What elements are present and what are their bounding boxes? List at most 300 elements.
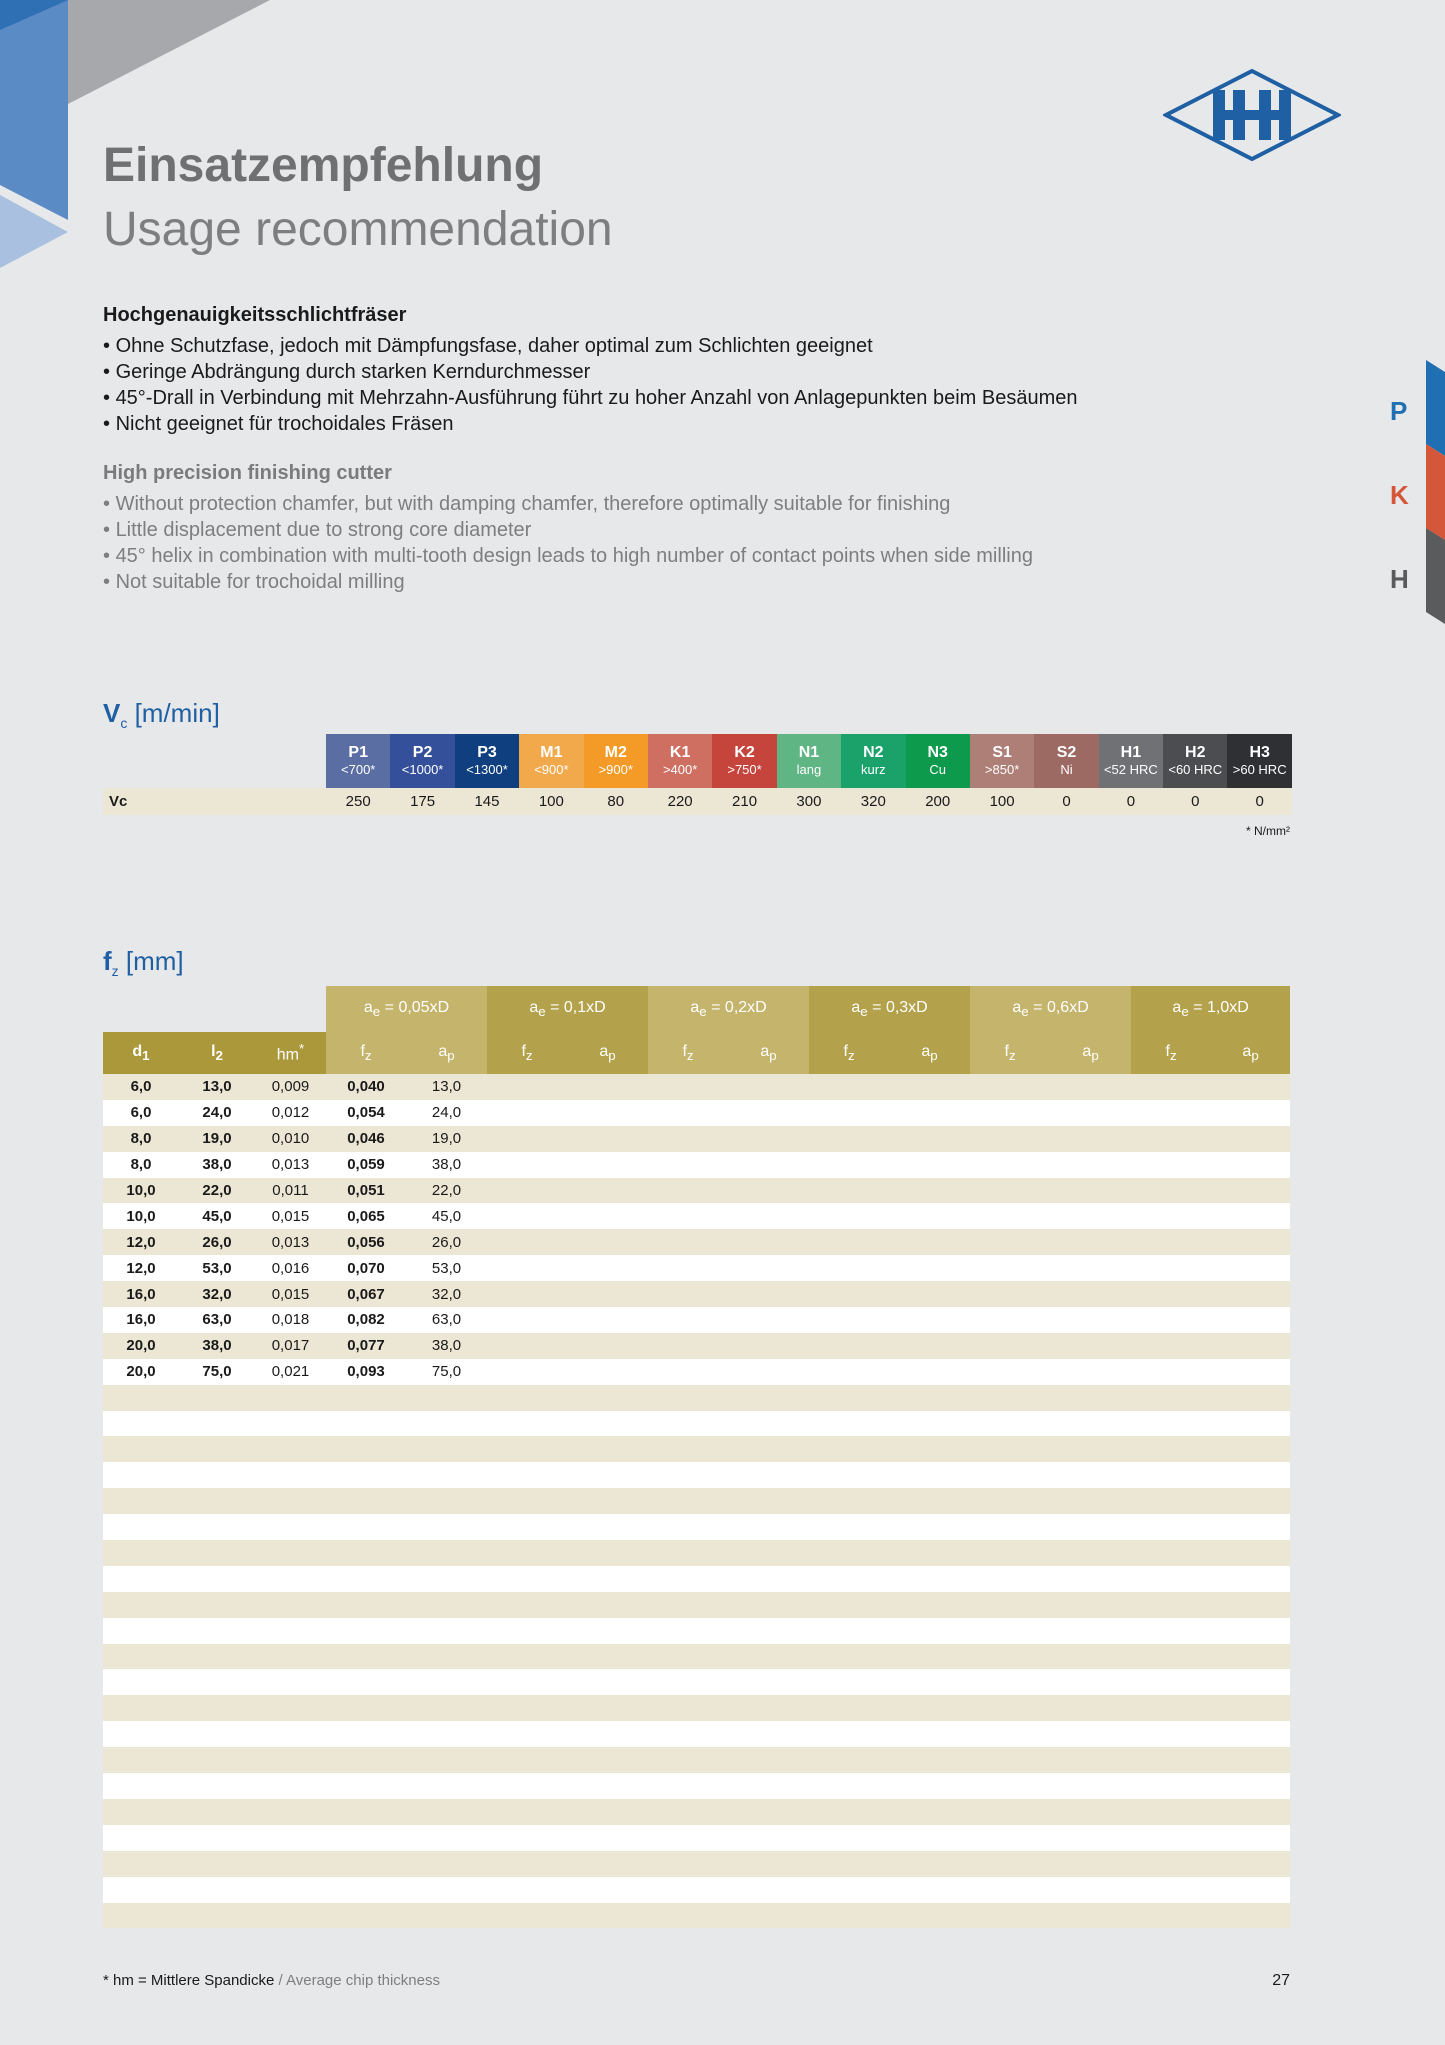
- material-code: M1: [540, 744, 563, 761]
- empty-cell: [326, 1385, 406, 1411]
- empty-cell: [728, 1255, 809, 1281]
- empty-cell: [648, 1411, 728, 1437]
- cell-fz: 0,059: [326, 1152, 406, 1178]
- empty-cell: [1211, 1333, 1290, 1359]
- empty-cell: [728, 1851, 809, 1877]
- bullet-item: • Without protection chamfer, but with damping chamfer, therefore optimally suitable for finishing: [103, 491, 1283, 517]
- col-header-ap: $a_p$: [567, 1032, 648, 1074]
- empty-cell: [567, 1695, 648, 1721]
- empty-cell: [970, 1333, 1050, 1359]
- empty-cell: [567, 1255, 648, 1281]
- empty-cell: [728, 1877, 809, 1903]
- empty-cell: [1050, 1203, 1131, 1229]
- empty-cell: [326, 1462, 406, 1488]
- empty-cell: [487, 1152, 567, 1178]
- cell-fz: 0,070: [326, 1255, 406, 1281]
- empty-cell: [487, 1514, 567, 1540]
- cell-hm: 0,016: [255, 1255, 326, 1281]
- tab-label: K: [1390, 480, 1409, 510]
- empty-cell: [1050, 1799, 1131, 1825]
- empty-cell: [970, 1307, 1050, 1333]
- cell-d1: 10,0: [103, 1203, 179, 1229]
- material-code: S2: [1056, 744, 1077, 761]
- empty-cell: [889, 1488, 970, 1514]
- table-row: [103, 1851, 1290, 1877]
- empty-cell: [889, 1100, 970, 1126]
- cell-d1: 16,0: [103, 1281, 179, 1307]
- empty-cell: [970, 1669, 1050, 1695]
- empty-cell: [1050, 1618, 1131, 1644]
- material-code: H1: [1120, 744, 1142, 761]
- empty-cell: [326, 1592, 406, 1618]
- empty-cell: [103, 1462, 179, 1488]
- empty-cell: [1131, 1385, 1211, 1411]
- cell-hm: 0,013: [255, 1152, 326, 1178]
- vc-note: * N/mm²: [1246, 824, 1290, 838]
- empty-cell: [1211, 1695, 1290, 1721]
- empty-cell: [1211, 1488, 1290, 1514]
- empty-cell: [728, 1333, 809, 1359]
- empty-cell: [809, 1877, 889, 1903]
- material-code: N2: [863, 744, 884, 761]
- empty-cell: [809, 1514, 889, 1540]
- col-header-fz: $f_z$: [648, 1032, 728, 1074]
- empty-cell: [1131, 1695, 1211, 1721]
- empty-cell: [648, 1721, 728, 1747]
- empty-cell: [728, 1903, 809, 1929]
- empty-cell: [889, 1592, 970, 1618]
- empty-cell: [728, 1618, 809, 1644]
- empty-cell: [889, 1773, 970, 1799]
- material-m1: [519, 734, 583, 788]
- empty-cell: [1131, 1825, 1211, 1851]
- empty-cell: [809, 1462, 889, 1488]
- material-spec: kurz: [861, 762, 886, 777]
- empty-cell: [567, 1436, 648, 1462]
- table-row: [103, 1126, 1290, 1152]
- material-p3: [455, 734, 519, 788]
- cell-hm: 0,018: [255, 1307, 326, 1333]
- col-header-l2: $l_2$: [179, 1032, 255, 1074]
- vc-material-header-row: [103, 734, 1292, 788]
- empty-cell: [1211, 1126, 1290, 1152]
- empty-cell: [728, 1747, 809, 1773]
- table-row: [103, 1825, 1290, 1851]
- empty-cell: [406, 1773, 487, 1799]
- empty-cell: [487, 1436, 567, 1462]
- table-row: [103, 1903, 1290, 1929]
- footnote: [103, 1972, 440, 1989]
- empty-cell: [728, 1825, 809, 1851]
- description-en: [103, 462, 1283, 595]
- empty-cell: [1050, 1747, 1131, 1773]
- empty-cell: [889, 1436, 970, 1462]
- empty-cell: [255, 1436, 326, 1462]
- empty-cell: [648, 1592, 728, 1618]
- empty-cell: [255, 1644, 326, 1670]
- material-code: H3: [1249, 744, 1270, 761]
- table-row: [103, 1540, 1290, 1566]
- material-p2: [390, 734, 454, 788]
- empty-cell: [406, 1592, 487, 1618]
- empty-cell: [103, 1411, 179, 1437]
- empty-cell: [809, 1281, 889, 1307]
- cell-ap: 26,0: [406, 1229, 487, 1255]
- cell-l2: 32,0: [179, 1281, 255, 1307]
- empty-cell: [728, 1462, 809, 1488]
- empty-cell: [809, 1229, 889, 1255]
- empty-cell: [1050, 1644, 1131, 1670]
- empty-cell: [809, 1851, 889, 1877]
- empty-cell: [567, 1514, 648, 1540]
- empty-cell: [487, 1307, 567, 1333]
- empty-cell: [1131, 1229, 1211, 1255]
- empty-cell: [406, 1877, 487, 1903]
- empty-cell: [103, 1488, 179, 1514]
- empty-cell: [889, 1411, 970, 1437]
- empty-cell: [1211, 1462, 1290, 1488]
- empty-cell: [970, 1436, 1050, 1462]
- empty-cell: [1211, 1540, 1290, 1566]
- empty-cell: [1131, 1203, 1211, 1229]
- col-header-fz: $f_z$: [487, 1032, 567, 1074]
- empty-cell: [809, 1126, 889, 1152]
- empty-cell: [1211, 1359, 1290, 1385]
- empty-cell: [1050, 1436, 1131, 1462]
- cell-fz: 0,077: [326, 1333, 406, 1359]
- cell-l2: 38,0: [179, 1152, 255, 1178]
- empty-cell: [728, 1100, 809, 1126]
- empty-cell: [255, 1747, 326, 1773]
- page-number: 27: [1272, 1972, 1290, 1989]
- empty-cell: [1211, 1851, 1290, 1877]
- empty-cell: [1211, 1436, 1290, 1462]
- material-code: N1: [798, 744, 820, 761]
- cell-l2: 24,0: [179, 1100, 255, 1126]
- empty-cell: [255, 1903, 326, 1929]
- ae-group-header: $a_e = 0,6xD$: [970, 986, 1131, 1032]
- empty-cell: [889, 1281, 970, 1307]
- cell-d1: 8,0: [103, 1152, 179, 1178]
- empty-cell: [1131, 1721, 1211, 1747]
- material-code: P3: [477, 744, 497, 761]
- material-spec: >60 HRC: [1232, 762, 1287, 777]
- empty-cell: [326, 1436, 406, 1462]
- description-heading: Hochgenauigkeitsschlichtfräser: [103, 304, 407, 326]
- empty-cell: [648, 1618, 728, 1644]
- empty-cell: [1211, 1229, 1290, 1255]
- table-row: [103, 1229, 1290, 1255]
- cell-ap: 75,0: [406, 1359, 487, 1385]
- material-code: M2: [604, 744, 627, 761]
- empty-cell: [103, 1877, 179, 1903]
- empty-cell: [1050, 1695, 1131, 1721]
- empty-cell: [406, 1385, 487, 1411]
- empty-cell: [567, 1799, 648, 1825]
- empty-cell: [889, 1333, 970, 1359]
- empty-cell: [889, 1825, 970, 1851]
- empty-cell: [889, 1695, 970, 1721]
- empty-cell: [970, 1126, 1050, 1152]
- empty-cell: [648, 1229, 728, 1255]
- table-row: [103, 1385, 1290, 1411]
- empty-cell: [406, 1514, 487, 1540]
- empty-cell: [255, 1825, 326, 1851]
- table-row: [103, 1514, 1290, 1540]
- cell-l2: 38,0: [179, 1333, 255, 1359]
- col-header-ap: $a_p$: [1050, 1032, 1131, 1074]
- empty-cell: [970, 1178, 1050, 1204]
- material-spec: <52 HRC: [1103, 762, 1158, 777]
- table-row: [103, 1178, 1290, 1204]
- footnote-de: * hm = Mittlere Spandicke: [103, 1972, 275, 1989]
- fz-table: [103, 986, 1290, 1928]
- empty-cell: [103, 1721, 179, 1747]
- empty-cell: [648, 1436, 728, 1462]
- vc-heading: [103, 698, 220, 731]
- empty-cell: [326, 1695, 406, 1721]
- empty-cell: [1131, 1799, 1211, 1825]
- table-row: [103, 1100, 1290, 1126]
- table-row: [103, 1566, 1290, 1592]
- empty-cell: [1131, 1566, 1211, 1592]
- empty-cell: [487, 1126, 567, 1152]
- empty-cell: [487, 1799, 567, 1825]
- material-spec: Ni: [1060, 762, 1073, 777]
- empty-cell: [179, 1514, 255, 1540]
- empty-cell: [970, 1566, 1050, 1592]
- empty-cell: [255, 1592, 326, 1618]
- empty-cell: [648, 1669, 728, 1695]
- material-code: K2: [734, 744, 755, 761]
- empty-cell: [567, 1877, 648, 1903]
- empty-cell: [487, 1203, 567, 1229]
- material-spec: <1300*: [466, 762, 508, 777]
- cell-ap: 38,0: [406, 1333, 487, 1359]
- empty-cell: [970, 1644, 1050, 1670]
- bullet-list: [103, 491, 1283, 595]
- vc-value: 0: [1163, 788, 1227, 815]
- empty-cell: [889, 1229, 970, 1255]
- empty-cell: [406, 1618, 487, 1644]
- empty-cell: [487, 1411, 567, 1437]
- empty-cell: [809, 1436, 889, 1462]
- empty-cell: [648, 1799, 728, 1825]
- table-row: [103, 1203, 1290, 1229]
- empty-cell: [809, 1903, 889, 1929]
- empty-cell: [1211, 1203, 1290, 1229]
- empty-cell: [648, 1152, 728, 1178]
- empty-cell: [648, 1074, 728, 1100]
- empty-cell: [728, 1540, 809, 1566]
- cell-d1: 12,0: [103, 1255, 179, 1281]
- empty-cell: [1131, 1074, 1211, 1100]
- vc-value: 0: [1099, 788, 1163, 815]
- empty-cell: [255, 1669, 326, 1695]
- table-row: [103, 1255, 1290, 1281]
- cell-fz: 0,093: [326, 1359, 406, 1385]
- vc-value-row: [103, 788, 1292, 815]
- side-tab-h[interactable]: [1380, 540, 1445, 624]
- tab-bar: [1426, 360, 1445, 456]
- cell-d1: 20,0: [103, 1333, 179, 1359]
- empty-cell: [728, 1411, 809, 1437]
- empty-cell: [1050, 1411, 1131, 1437]
- empty-cell: [103, 1566, 179, 1592]
- cell-l2: 45,0: [179, 1203, 255, 1229]
- table-row: [103, 1592, 1290, 1618]
- vc-value: 0: [1227, 788, 1291, 815]
- empty-cell: [970, 1411, 1050, 1437]
- material-code: S1: [992, 744, 1012, 761]
- empty-cell: [889, 1074, 970, 1100]
- empty-cell: [1050, 1851, 1131, 1877]
- empty-cell: [889, 1152, 970, 1178]
- empty-cell: [809, 1333, 889, 1359]
- empty-cell: [1211, 1669, 1290, 1695]
- material-p1: [326, 734, 390, 788]
- empty-cell: [326, 1488, 406, 1514]
- vc-value: 200: [906, 788, 970, 815]
- empty-cell: [1050, 1229, 1131, 1255]
- material-h3: [1227, 734, 1291, 788]
- empty-cell: [1131, 1411, 1211, 1437]
- empty-cell: [970, 1074, 1050, 1100]
- empty-cell: [1131, 1488, 1211, 1514]
- empty-cell: [567, 1566, 648, 1592]
- empty-cell: [889, 1721, 970, 1747]
- empty-cell: [1211, 1721, 1290, 1747]
- empty-cell: [1050, 1877, 1131, 1903]
- empty-cell: [567, 1669, 648, 1695]
- empty-cell: [1211, 1281, 1290, 1307]
- empty-cell: [809, 1074, 889, 1100]
- empty-cell: [1131, 1100, 1211, 1126]
- empty-cell: [487, 1566, 567, 1592]
- empty-cell: [179, 1385, 255, 1411]
- empty-cell: [889, 1307, 970, 1333]
- empty-cell: [1131, 1178, 1211, 1204]
- empty-cell: [809, 1359, 889, 1385]
- material-s2: [1034, 734, 1098, 788]
- vc-row-label: Vc: [103, 788, 326, 815]
- cell-ap: 32,0: [406, 1281, 487, 1307]
- empty-cell: [809, 1592, 889, 1618]
- empty-cell: [567, 1359, 648, 1385]
- empty-cell: [1211, 1255, 1290, 1281]
- empty-cell: [487, 1644, 567, 1670]
- empty-cell: [487, 1903, 567, 1929]
- cell-fz: 0,065: [326, 1203, 406, 1229]
- empty-cell: [809, 1721, 889, 1747]
- empty-cell: [567, 1307, 648, 1333]
- empty-cell: [567, 1747, 648, 1773]
- empty-cell: [728, 1281, 809, 1307]
- empty-cell: [889, 1178, 970, 1204]
- empty-cell: [1211, 1592, 1290, 1618]
- vc-value: 100: [970, 788, 1034, 815]
- empty-cell: [1211, 1773, 1290, 1799]
- empty-cell: [567, 1903, 648, 1929]
- empty-cell: [326, 1851, 406, 1877]
- empty-cell: [809, 1773, 889, 1799]
- empty-cell: [1211, 1100, 1290, 1126]
- empty-cell: [255, 1695, 326, 1721]
- empty-cell: [1211, 1074, 1290, 1100]
- cell-fz: 0,040: [326, 1074, 406, 1100]
- empty-cell: [179, 1488, 255, 1514]
- empty-cell: [1050, 1385, 1131, 1411]
- tab-bar: [1426, 528, 1445, 624]
- empty-cell: [487, 1695, 567, 1721]
- empty-cell: [103, 1695, 179, 1721]
- empty-cell: [970, 1255, 1050, 1281]
- empty-cell: [406, 1488, 487, 1514]
- table-row: [103, 1877, 1290, 1903]
- material-code: N3: [927, 744, 948, 761]
- empty-cell: [326, 1618, 406, 1644]
- empty-cell: [567, 1488, 648, 1514]
- empty-cell: [1050, 1669, 1131, 1695]
- empty-cell: [326, 1540, 406, 1566]
- material-spec: <900*: [534, 762, 569, 777]
- empty-cell: [487, 1074, 567, 1100]
- empty-cell: [179, 1644, 255, 1670]
- col-header-d1: $d_1$: [103, 1032, 179, 1074]
- cell-ap: 45,0: [406, 1203, 487, 1229]
- material-spec: >750*: [727, 762, 762, 777]
- empty-cell: [487, 1488, 567, 1514]
- table-row: [103, 1488, 1290, 1514]
- empty-cell: [103, 1592, 179, 1618]
- empty-cell: [487, 1281, 567, 1307]
- empty-cell: [179, 1747, 255, 1773]
- empty-cell: [567, 1592, 648, 1618]
- table-row: [103, 1307, 1290, 1333]
- empty-cell: [255, 1540, 326, 1566]
- cell-fz: 0,082: [326, 1307, 406, 1333]
- empty-cell: [889, 1359, 970, 1385]
- empty-cell: [970, 1825, 1050, 1851]
- empty-cell: [970, 1488, 1050, 1514]
- cell-ap: 24,0: [406, 1100, 487, 1126]
- table-row: [103, 1074, 1290, 1100]
- empty-cell: [1050, 1773, 1131, 1799]
- empty-cell: [970, 1851, 1050, 1877]
- col-header-ap: $a_p$: [728, 1032, 809, 1074]
- col-header-hm: hm*: [255, 1032, 326, 1074]
- empty-cell: [648, 1747, 728, 1773]
- table-row: [103, 1462, 1290, 1488]
- empty-cell: [809, 1540, 889, 1566]
- empty-cell: [1131, 1540, 1211, 1566]
- fz-heading: [103, 946, 184, 979]
- empty-cell: [1050, 1825, 1131, 1851]
- empty-cell: [728, 1514, 809, 1540]
- empty-cell: [728, 1644, 809, 1670]
- table-row: [103, 1644, 1290, 1670]
- empty-cell: [648, 1281, 728, 1307]
- empty-cell: [255, 1566, 326, 1592]
- col-header-fz: $f_z$: [970, 1032, 1050, 1074]
- empty-cell: [179, 1695, 255, 1721]
- empty-cell: [567, 1126, 648, 1152]
- empty-cell: [326, 1411, 406, 1437]
- vc-blank-cell: [103, 734, 326, 788]
- tab-bar: [1426, 444, 1445, 540]
- empty-cell: [567, 1178, 648, 1204]
- description-heading: High precision finishing cutter: [103, 462, 392, 484]
